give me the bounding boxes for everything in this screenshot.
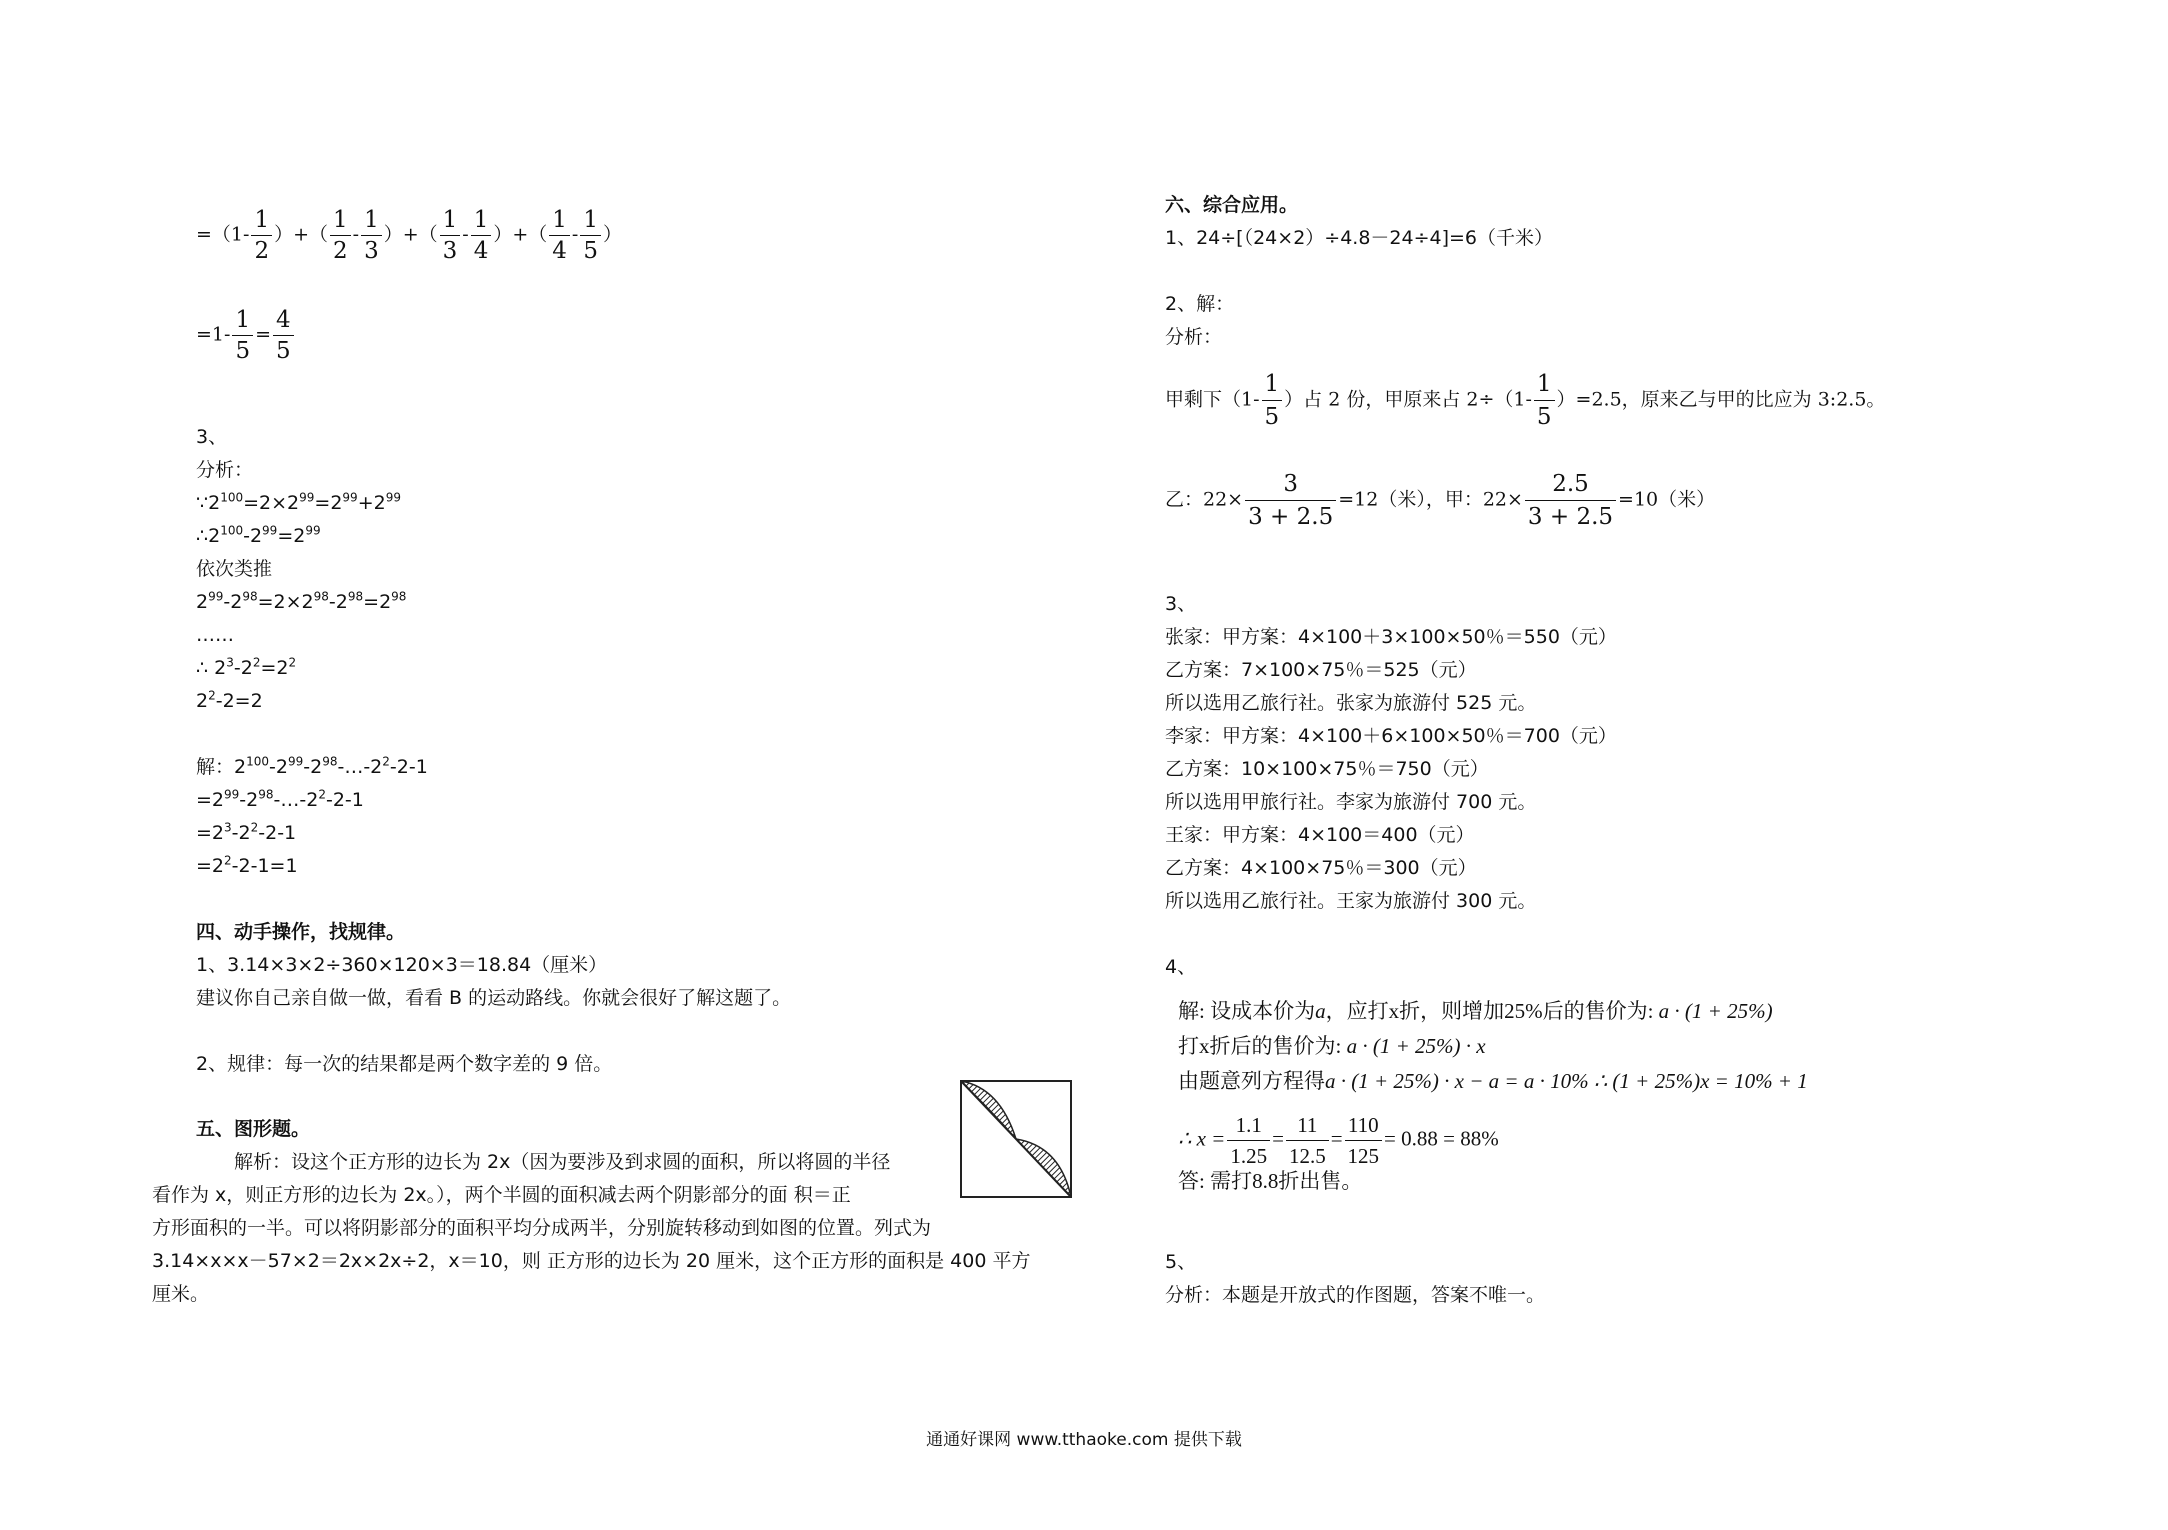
section-5-para-1: 解析：设这个正方形的边长为 2x（因为要涉及到求圆的面积，所以将圆的半径: [234, 1151, 891, 1173]
section-5-title: 五、图形题。: [196, 1118, 311, 1140]
section-6-q3-line: 乙方案：4×100×75％＝300（元）: [1165, 857, 1477, 879]
section-6-q3-line: 李家：甲方案：4×100＋6×100×50％＝700（元）: [1165, 725, 1617, 747]
section-6-q5-text: 分析：本题是开放式的作图题，答案不唯一。: [1165, 1284, 1546, 1306]
q3-analysis-label: 分析：: [196, 459, 254, 481]
q3-solution-3: $=2^3-2^2-2-1$: [196, 820, 297, 844]
section-6-q3-line: 乙方案：10×100×75％＝750（元）: [1165, 758, 1489, 780]
q3-line-2: $\therefore 2^{100}-2^{99}=2^{99}$: [196, 523, 321, 547]
section-4-answer-2: 2、规律：每一次的结果都是两个数字差的 9 倍。: [196, 1053, 613, 1075]
section-4-answer-1: 1、3.14×3×2÷360×120×3＝18.84（厘米）: [196, 954, 608, 976]
q3-line-5: ……: [196, 624, 234, 646]
section-6-q3-line: 所以选用乙旅行社。王家为旅游付 300 元。: [1165, 890, 1537, 912]
section-6-q3-line: 张家：甲方案：4×100＋3×100×50％＝550（元）: [1165, 626, 1617, 648]
section-6-q4-answer: 答: 需打8.8折出售。: [1178, 1169, 1363, 1193]
section-6-q3-line: 所以选用乙旅行社。张家为旅游付 525 元。: [1165, 692, 1537, 714]
section-6-q4-line-3: 由题意列方程得a · (1 + 25%) · x − a = a · 10% ∴ (1 + 25%)x = 10% + 1: [1178, 1069, 1808, 1093]
section-6-q1: 1、24÷[（24×2）÷4.8－24÷4]=6（千米）: [1165, 227, 1554, 249]
section-5-para-2: 看作为 x，则正方形的边长为 2x。），两个半圆的面积减去两个阴影部分的面 积＝正: [152, 1184, 851, 1206]
section-6-q5-number: 5、: [1165, 1251, 1197, 1273]
q3-solution-2: $=2^{99}-2^{98}-\dots-2^2-2-1$: [196, 787, 364, 811]
section-6-q2-line-1: 甲剩下（1- $\frac{1}{5}$ ）占 2 份，甲原来占 2÷（1- $\frac{1}{5}$ ）=2.5，原来乙与甲的比应为 3:2.5。: [1165, 368, 1885, 433]
section-4-answer-1-note: 建议你自己亲自做一做，看看 B 的运动路线。你就会很好了解这题了。: [196, 987, 792, 1009]
section-5-para-4: 3.14×x×x－57×2＝2x×2x÷2，x＝10，则 正方形的边长为 20 厘米，这个正方形的面积是 400 平方: [152, 1250, 1031, 1272]
section-6-q3-line: 王家：甲方案：4×100＝400（元）: [1165, 824, 1475, 846]
section-6-q4-number: 4、: [1165, 956, 1197, 978]
q3-line-1: $\because 2^{100}=2\times 2^{99}=2^{99}+2^{99}$: [196, 490, 401, 514]
q3-solution-4: $=2^2-2-1=1$: [196, 853, 298, 877]
q3-number: 3、: [196, 426, 228, 448]
section-5-para-3: 方形面积的一半。可以将阴影部分的面积平均分成两半，分别旋转移动到如图的位置。列式为: [152, 1217, 932, 1239]
section-6-q4-line-2: 打x折后的售价为: a · (1 + 25%) · x: [1178, 1034, 1486, 1058]
section-6-q3-number: 3、: [1165, 593, 1197, 615]
section-5-para-5: 厘米。: [152, 1283, 210, 1305]
section-6-q3-line: 所以选用甲旅行社。李家为旅游付 700 元。: [1165, 791, 1537, 813]
fraction-result-line: =1- $\frac{1}{5}$ = $\frac{4}{5}$: [196, 305, 296, 366]
section-4-title: 四、动手操作，找规律。: [196, 921, 406, 943]
page-footer: 通通好课网 www.tthaoke.com 提供下载: [926, 1430, 1242, 1450]
section-6-q2-line-2: 乙：22× $\frac{3}{3 + 2.5}$ =12（米），甲：22× $\frac{2.5}{3 + 2.5}$ =10（米）: [1165, 468, 1715, 533]
square-shaded-figure: [960, 1080, 1072, 1198]
q3-line-6: ∴ $2^3-2^2=2^2$: [196, 655, 297, 679]
q3-line-3: 依次类推: [196, 558, 273, 580]
section-6-q3-line: 乙方案：7×100×75％＝525（元）: [1165, 659, 1477, 681]
fraction-sum-line: =（1- $\frac{1}{2}$ ）+（ $\frac{1}{2}$ - $\frac{1}{3}$ ）+（ $\frac{1}{3}$ - $\frac{1}{4}$ ）+（ $\frac{1}{4}$ - $\frac{1}{5}$ ）: [196, 207, 622, 264]
q3-solution-1: 解：$2^{100}-2^{99}-2^{98}-\dots-2^2-2-1$: [196, 754, 428, 778]
section-6-q2-analysis: 分析：: [1165, 326, 1223, 348]
section-6-title: 六、综合应用。: [1165, 194, 1299, 216]
section-6-q2-number: 2、解：: [1165, 293, 1235, 315]
section-6-q4-line-4: ∴ x = $\frac{1.1}{1.25}$ = $\frac{11}{12.5}$ = $\frac{110}{125}$ = 0.88 = 88%: [1178, 1110, 1499, 1171]
q3-line-4: $2^{99}-2^{98}=2\times 2^{98}-2^{98}=2^{98}$: [196, 589, 407, 613]
section-6-q4-line-1: 解: 设成本价为a，应打x折，则增加25%后的售价为: a · (1 + 25%): [1178, 999, 1773, 1023]
q3-line-7: $2^2-2=2$: [196, 688, 263, 712]
